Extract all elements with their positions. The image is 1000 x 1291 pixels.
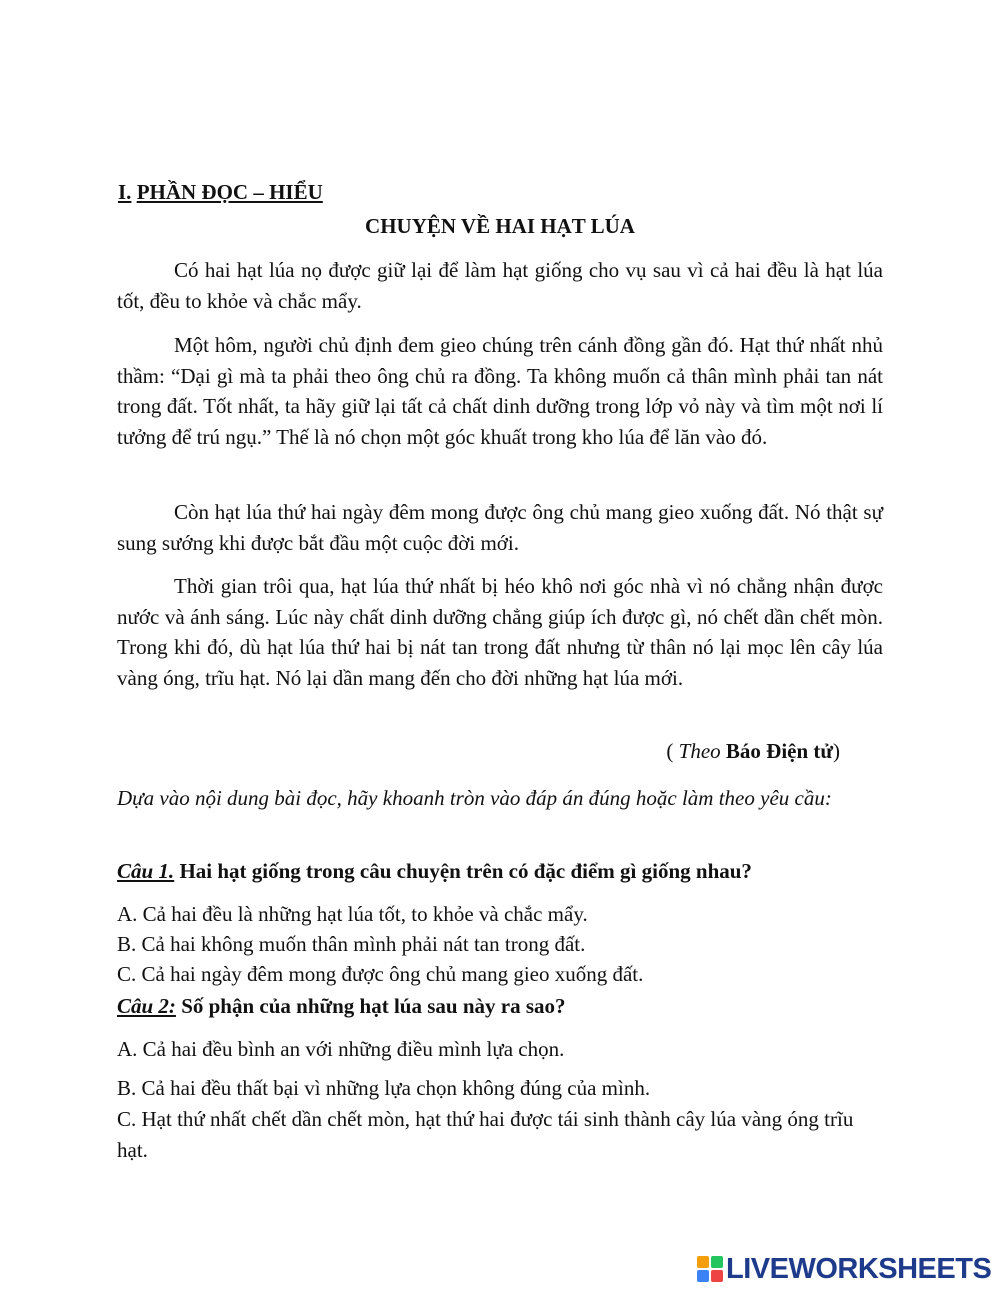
source-prefix: Theo [678,739,721,763]
story-paragraph: Có hai hạt lúa nọ được giữ lại để làm hạt giống cho vụ sau vì cả hai đều là hạt lúa tốt, đều to khỏe và chắc mẩy. [117,258,883,313]
logo-square [697,1270,709,1282]
watermark-text: LIVEWORKSHEETS [726,1252,992,1285]
question-2-label: Câu 2: [117,994,176,1018]
instruction-text: Dựa vào nội dung bài đọc, hãy khoanh tròn vào đáp án đúng hoặc làm theo yêu cầu: [117,786,832,810]
question-1-option-b[interactable]: B. Cả hai không muốn thân mình phải nát tan trong đất. [117,932,586,956]
question-2 [117,991,566,1022]
question-1 [117,856,752,887]
question-2-text: Số phận của những hạt lúa sau này ra sao? [181,994,566,1018]
question-2-option-c[interactable]: C. Hạt thứ nhất chết dần chết mòn, hạt thứ hai được tái sinh thành cây lúa vàng óng trĩu hạt. [117,1107,854,1162]
section-heading [118,177,323,208]
source-open: ( [666,739,679,763]
question-2-option-b[interactable]: B. Cả hai đều thất bại vì những lựa chọn không đúng của mình. [117,1076,651,1100]
logo-square [711,1270,723,1282]
question-1-option-c[interactable]: C. Cả hai ngày đêm mong được ông chủ mang gieo xuống đất. [117,962,644,986]
story-paragraph: Còn hạt lúa thứ hai ngày đêm mong được ông chủ mang gieo xuống đất. Nó thật sự sung sướng khi được bắt đầu một cuộc đời mới. [117,500,883,555]
logo-square [697,1256,709,1268]
source-name: Báo Điện tử [725,739,833,763]
section-number: I. [118,180,132,204]
question-2-option-a[interactable]: A. Cả hai đều bình an với những điều mình lựa chọn. [117,1037,565,1061]
story-source [666,736,840,767]
story-paragraph: Một hôm, người chủ định đem gieo chúng trên cánh đồng gần đó. Hạt thứ nhất nhủ thầm: “Dại gì mà ta phải theo ông chủ ra đồng. Ta không muốn cả thân mình phải tan nát trong đất. Tốt nhất, ta hãy giữ lại tất cả chất dinh dưỡng trong lớp vỏ này và tìm một nơi lí tưởng để trú ngụ.” Thế là nó chọn một góc khuất trong kho lúa để lăn vào đó. [117,333,883,449]
liveworksheets-logo-icon [697,1256,723,1282]
source-close: ) [833,739,840,763]
question-1-label: Câu 1. [117,859,175,883]
question-1-text: Hai hạt giống trong câu chuyện trên có đặc điểm gì giống nhau? [179,859,752,883]
question-1-option-a[interactable]: A. Cả hai đều là những hạt lúa tốt, to khỏe và chắc mẩy. [117,902,588,926]
liveworksheets-watermark [697,1251,991,1287]
story-paragraph: Thời gian trôi qua, hạt lúa thứ nhất bị héo khô nơi góc nhà vì nó chẳng nhận được nước và ánh sáng. Lúc này chất dinh dưỡng chẳng giúp ích được gì, nó chết dần chết mòn. Trong khi đó, dù hạt lúa thứ hai bị nát tan trong đất nhưng từ thân nó lại mọc lên cây lúa vàng óng, trĩu hạt. Nó lại dần mang đến cho đời những hạt lúa mới. [117,574,883,690]
logo-square [711,1256,723,1268]
story-title: CHUYỆN VỀ HAI HẠT LÚA [365,214,635,238]
section-title: PHẦN ĐỌC – HIỂU [136,180,323,204]
